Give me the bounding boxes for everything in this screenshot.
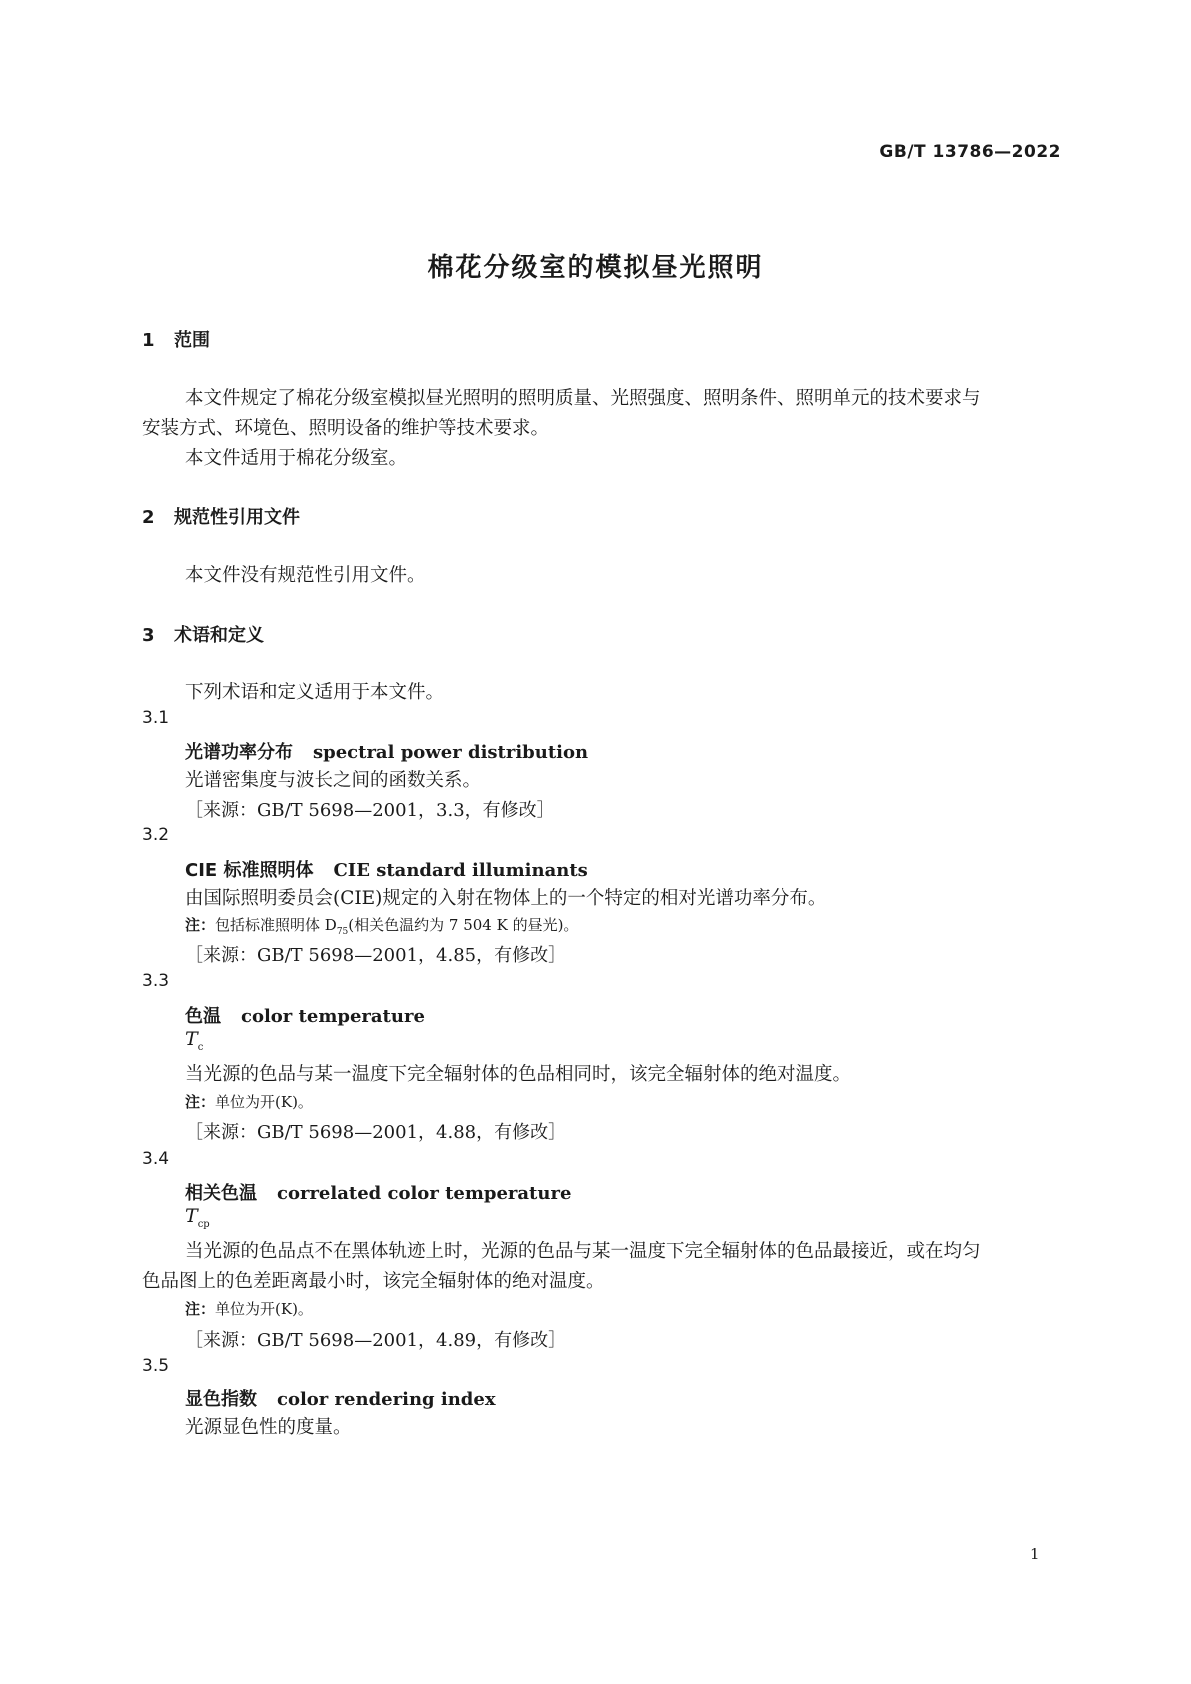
term-3-2-note: 注：包括标准照明体 $D_{75}$(相关色温约为 7 504 K 的昼光)。 [185,916,579,937]
term-3-4-definition-line-2: 色品图上的色差距离最小时，该完全辐射体的绝对温度。 [142,1271,605,1292]
section-1-heading: 1 范围 [142,330,210,351]
term-3-5-number: 3.5 [142,1356,170,1376]
term-3-3-title: 色温 color temperature [185,1006,425,1027]
section-3-heading: 3 术语和定义 [142,625,264,646]
term-3-5-title: 显色指数 color rendering index [185,1389,496,1410]
term-3-4-definition-line-1: 当光源的色品点不在黑体轨迹上时，光源的色品与某一温度下完全辐射体的色品最接近，或在均匀 [185,1241,981,1262]
standard-code: GB/T 13786—2022 [879,142,1061,162]
section-2-para: 本文件没有规范性引用文件。 [185,565,426,586]
section-1-para-2: 本文件适用于棉花分级室。 [185,448,408,469]
term-3-3-number: 3.3 [142,971,170,991]
section-3-intro: 下列术语和定义适用于本文件。 [185,682,445,703]
document-title: 棉花分级室的模拟昼光照明 [427,253,764,283]
term-3-3-symbol: $T_c$ [185,1028,204,1053]
term-3-2-definition: 由国际照明委员会(CIE)规定的入射在物体上的一个特定的相对光谱功率分布。 [185,888,827,909]
term-3-3-definition: 当光源的色品与某一温度下完全辐射体的色品相同时，该完全辐射体的绝对温度。 [185,1064,852,1085]
term-3-4-title: 相关色温 correlated color temperature [185,1183,572,1204]
page-number: 1 [1030,1545,1040,1563]
term-3-5-definition: 光源显色性的度量。 [185,1417,352,1438]
term-3-2-number: 3.2 [142,825,170,845]
section-2-heading: 2 规范性引用文件 [142,507,300,528]
term-3-1-number: 3.1 [142,708,170,728]
term-3-4-number: 3.4 [142,1149,170,1169]
term-3-2-source: ［来源：GB/T 5698—2001，4.85，有修改］ [185,945,567,966]
term-3-4-note: 注：单位为开(K)。 [185,1300,313,1318]
term-3-2-title: CIE 标准照明体 CIE standard illuminants [185,860,588,881]
term-3-4-symbol: $T_{cp}$ [185,1205,210,1230]
term-3-3-note: 注：单位为开(K)。 [185,1093,313,1111]
term-3-1-definition: 光谱密集度与波长之间的函数关系。 [185,770,482,791]
term-3-4-source: ［来源：GB/T 5698—2001，4.89，有修改］ [185,1330,567,1351]
term-3-1-title: 光谱功率分布 spectral power distribution [185,742,589,763]
term-3-3-source: ［来源：GB/T 5698—2001，4.88，有修改］ [185,1122,567,1143]
term-3-1-source: ［来源：GB/T 5698—2001，3.3，有修改］ [185,800,555,821]
section-1-para-1-line-2: 安装方式、环境色、照明设备的维护等技术要求。 [142,418,550,439]
section-1-para-1-line-1: 本文件规定了棉花分级室模拟昼光照明的照明质量、光照强度、照明条件、照明单元的技术要求与 [185,388,981,409]
